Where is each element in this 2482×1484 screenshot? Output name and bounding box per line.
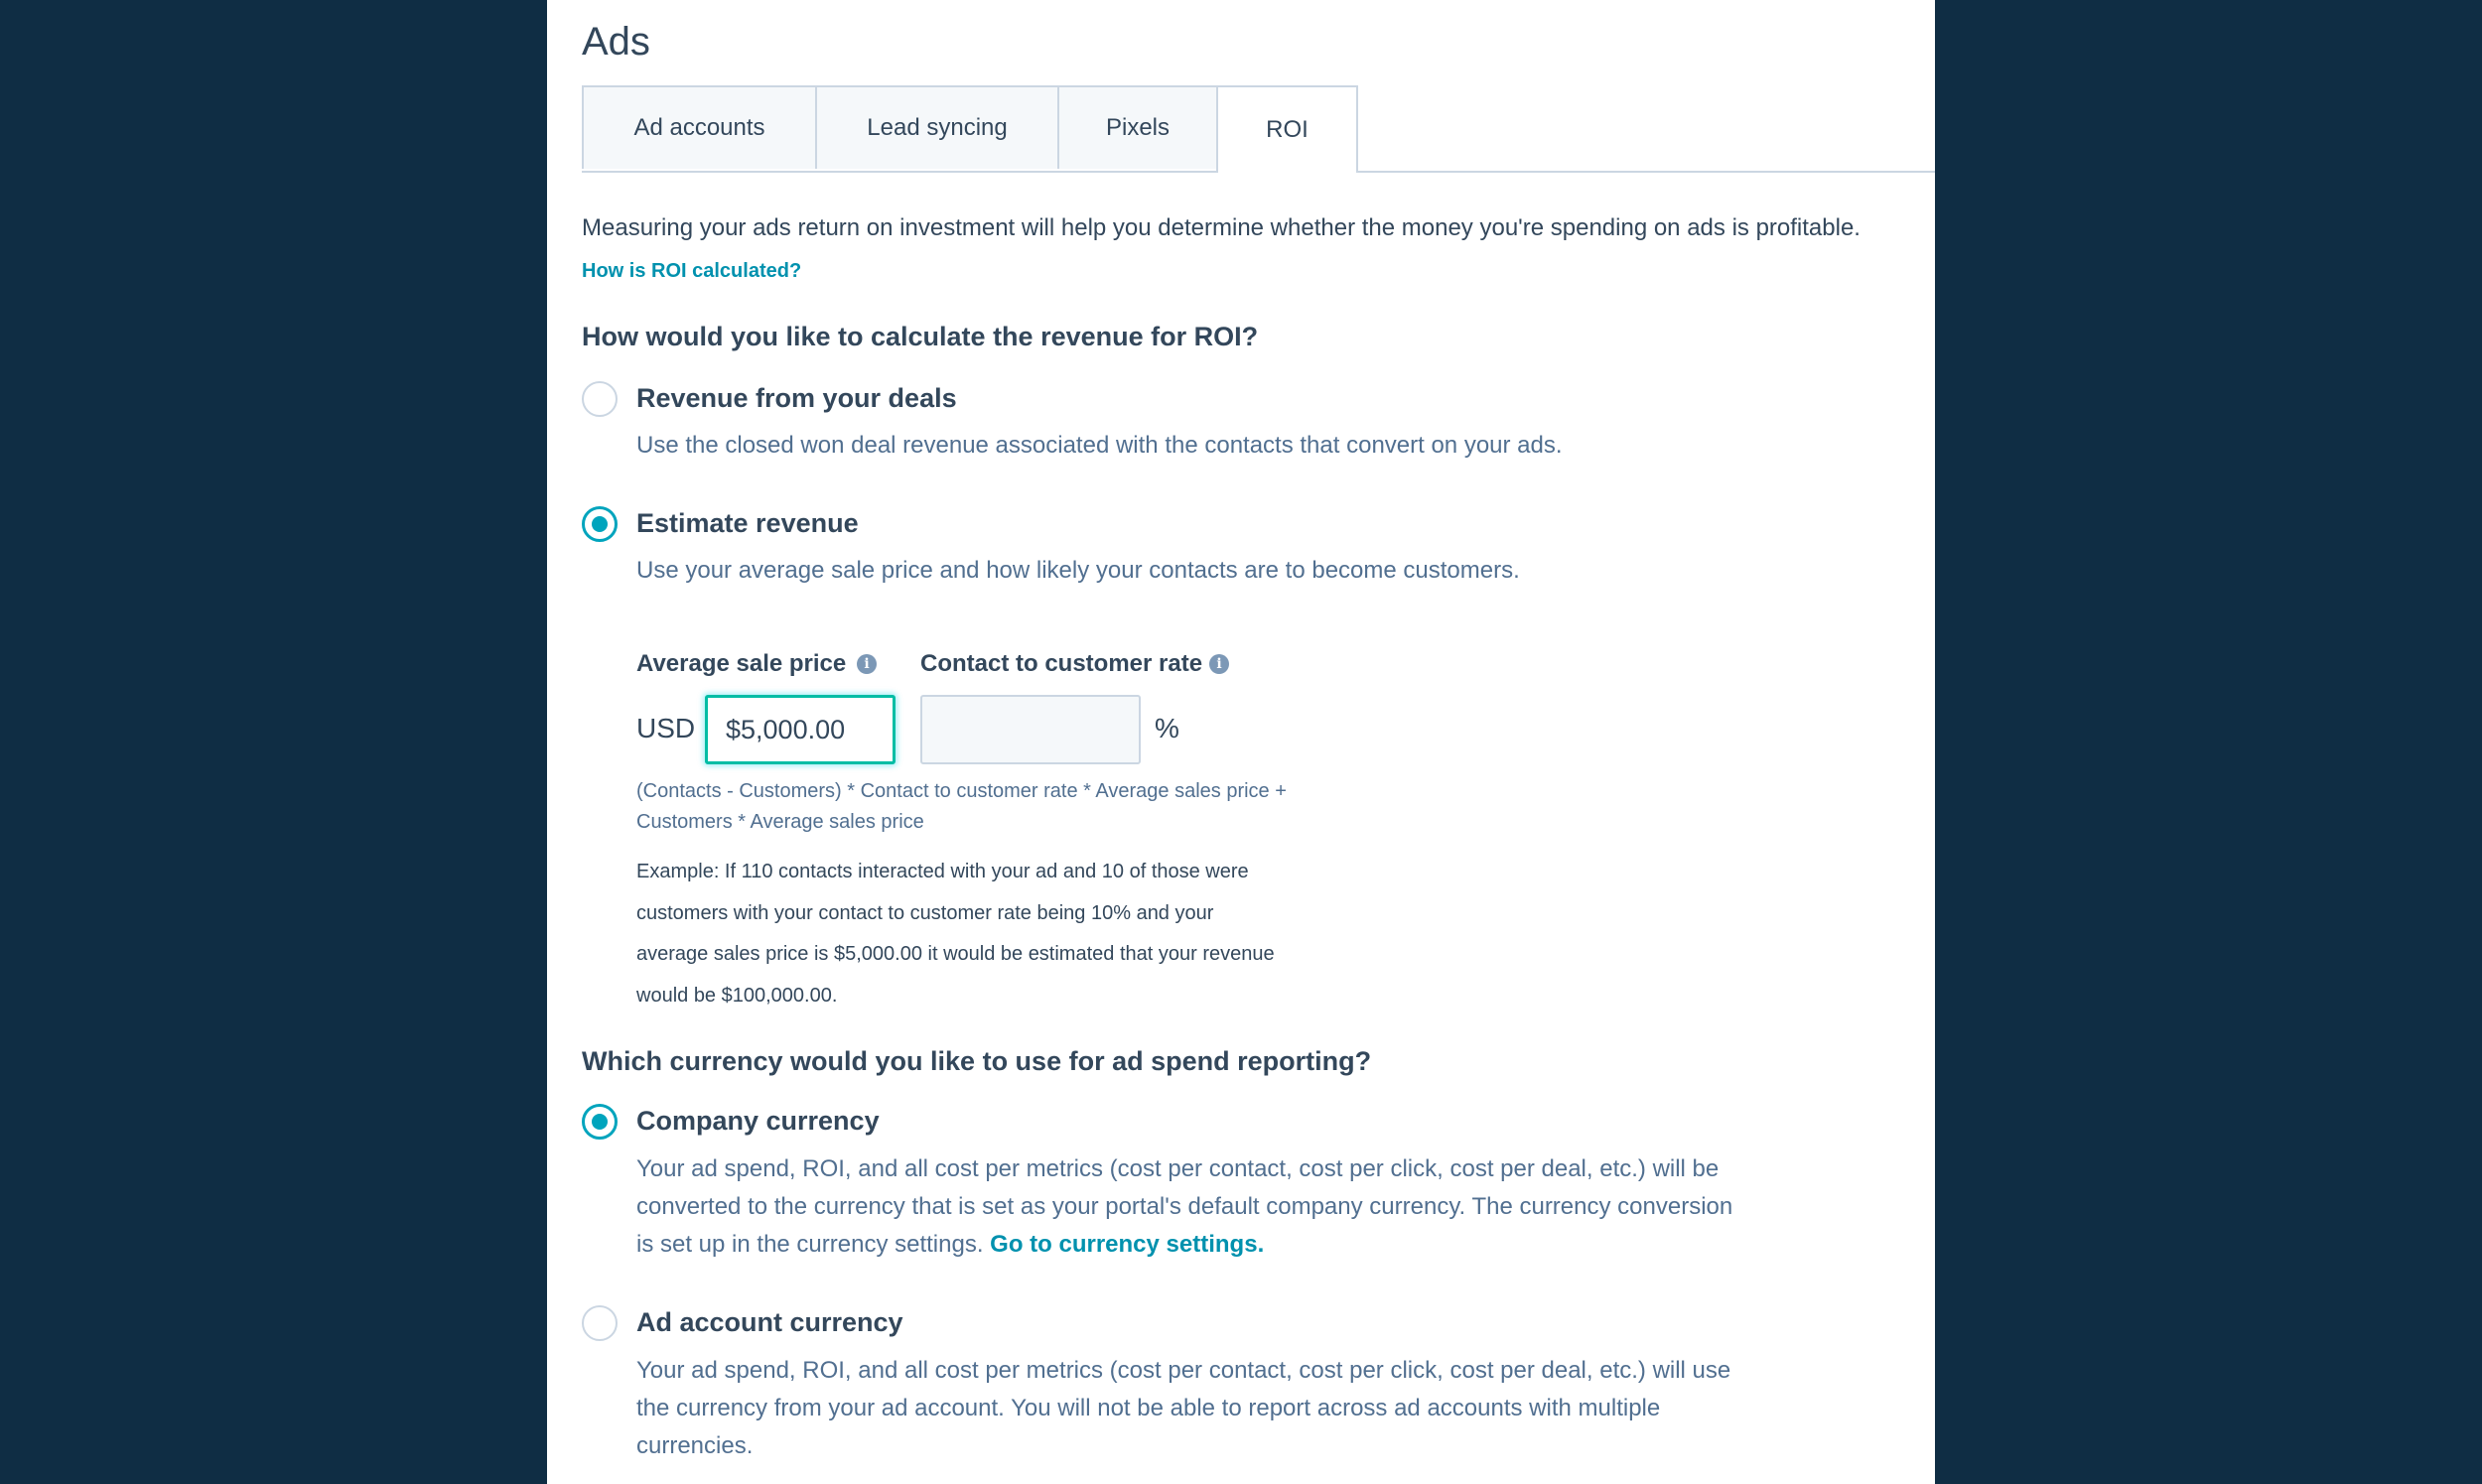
contact-to-customer-rate-label: Contact to customer rate [920,650,1203,677]
tab-lead-syncing[interactable]: Lead syncing [815,85,1059,169]
roi-intro-text: Measuring your ads return on investment will help you determine whether the money you're spending on ads is profitable. [582,214,1861,241]
ad-account-currency-description [636,1352,1730,1465]
tab-roi[interactable]: ROI [1216,85,1358,173]
roi-example [636,852,1351,1016]
info-icon[interactable]: i [857,654,877,674]
contact-to-customer-rate-input[interactable] [920,695,1141,764]
example-line: customers with your contact to customer rate being 10% and your [636,901,1214,924]
description-line-with-link [636,1226,1732,1264]
revenue-question: How would you like to calculate the revenue for ROI? [582,322,1259,351]
company-currency-description [636,1150,1732,1264]
description-line: Your ad spend, ROI, and all cost per metrics (cost per contact, cost per click, cost per deal, etc.) will use [636,1357,1731,1384]
tab-pixels[interactable]: Pixels [1057,85,1218,169]
info-icon[interactable]: i [1209,654,1229,674]
formula-line: (Contacts - Customers) * Contact to customer rate * Average sales price + [636,780,1287,802]
currency-question: Which currency would you like to use for ad spend reporting? [582,1046,1372,1076]
ad-account-currency-label[interactable]: Ad account currency [636,1307,903,1337]
average-sale-price-label: Average sale price [636,650,847,677]
tab-ad-accounts[interactable]: Ad accounts [582,85,817,169]
average-sale-price-input[interactable] [705,695,896,764]
description-line: currencies. [636,1432,754,1459]
roi-formula [636,776,1351,838]
revenue-from-deals-description: Use the closed won deal revenue associated with the contacts that convert on your ads. [636,432,1563,459]
page-title: Ads [582,20,650,64]
how-roi-calculated-link[interactable]: How is ROI calculated? [582,260,802,282]
settings-panel [547,0,1935,1484]
description-line: Your ad spend, ROI, and all cost per metrics (cost per contact, cost per click, cost per deal, etc.) will be [636,1155,1720,1182]
go-to-currency-settings-link[interactable]: Go to currency settings. [990,1231,1265,1258]
percent-suffix: % [1155,713,1179,743]
currency-prefix: USD [636,713,696,743]
estimate-revenue-radio[interactable] [582,506,618,542]
ad-account-currency-radio[interactable] [582,1305,618,1341]
formula-line: Customers * Average sales price [636,811,924,833]
revenue-from-deals-label[interactable]: Revenue from your deals [636,383,957,413]
example-line: average sales price is $5,000.00 it would be estimated that your revenue [636,943,1275,965]
tab-bar [582,85,1935,173]
example-line: would be $100,000.00. [636,984,838,1007]
revenue-from-deals-radio[interactable] [582,381,618,417]
company-currency-label[interactable]: Company currency [636,1106,880,1136]
estimate-revenue-description: Use your average sale price and how likely your contacts are to become customers. [636,557,1520,584]
company-currency-radio[interactable] [582,1104,618,1140]
example-line: Example: If 110 contacts interacted with your ad and 10 of those were [636,861,1249,882]
estimate-revenue-label[interactable]: Estimate revenue [636,508,859,538]
description-line: the currency from your ad account. You will not be able to report across ad accounts with multiple [636,1395,1661,1421]
description-line: converted to the currency that is set as your portal's default company currency. The currency conversion [636,1193,1733,1220]
description-line: is set up in the currency settings. [636,1231,984,1258]
